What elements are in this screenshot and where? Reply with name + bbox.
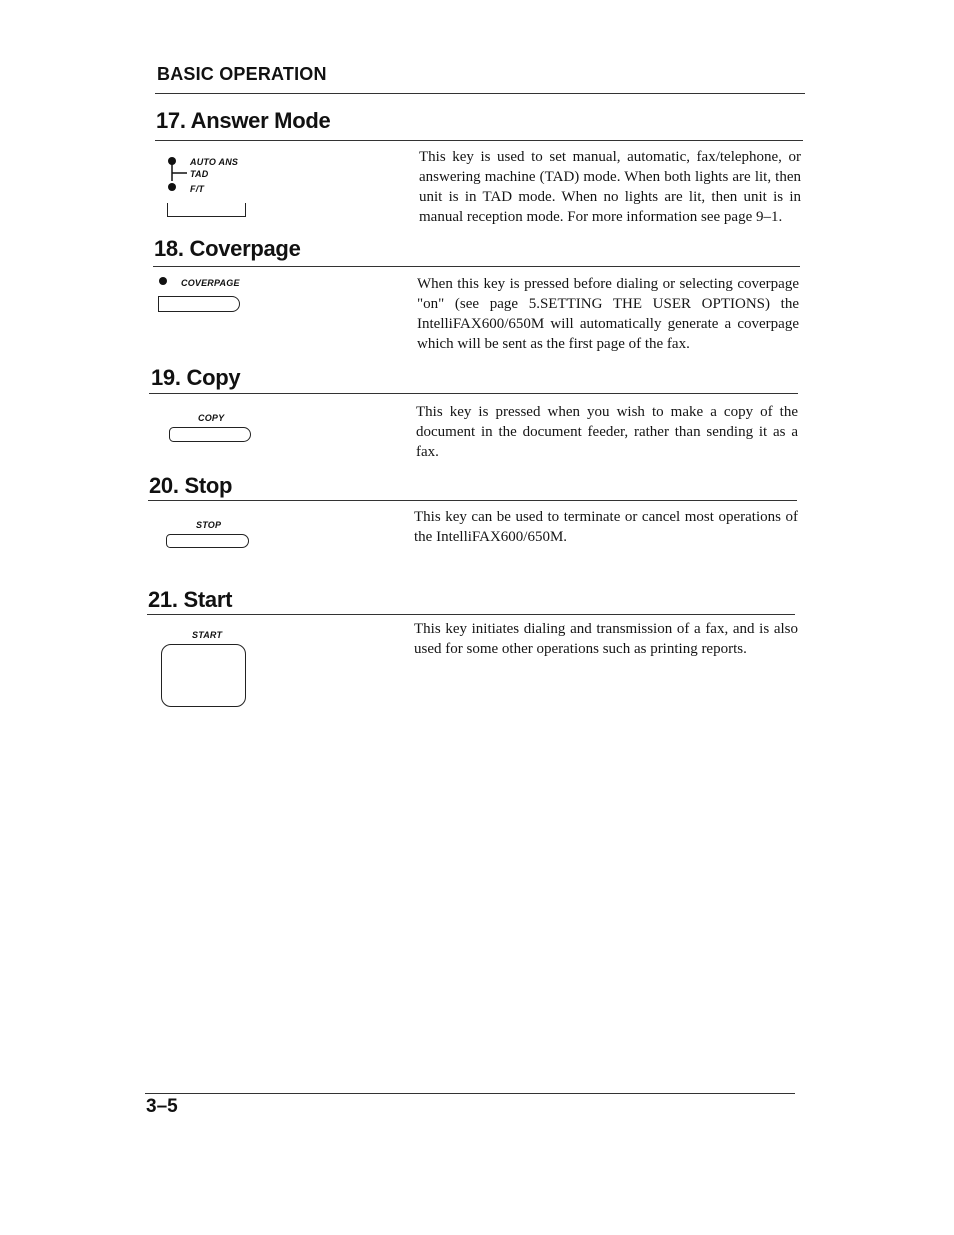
stop-key[interactable]: [166, 534, 249, 548]
start-key[interactable]: [161, 644, 246, 707]
section-description: This key is used to set manual, automatic, fax/telephone, or answering machine (TAD) mode. When both lights are lit, then unit is in TAD mode. When no lights are lit, then unit is in manual reception mode. For more information see page 9–1.: [419, 149, 801, 225]
section-rule: [153, 266, 800, 267]
chapter-header: BASIC OPERATION: [157, 64, 327, 84]
coverpage-key[interactable]: [158, 296, 240, 312]
copy-key[interactable]: [169, 427, 251, 442]
section-title: 18. Coverpage: [154, 236, 301, 261]
key-label-stop: STOP: [196, 520, 222, 530]
coverpage-indicator-light: [159, 277, 167, 285]
section-description: When this key is pressed before dialing or selecting coverpage "on" (see page 5.SETTING THE USER OPTIONS) the IntelliFAX600/650M will automatically generate a coverpage which will be sent as the first page of the fax.: [417, 276, 799, 352]
section-description: This key initiates dialing and transmission of a fax, and is also used for some other operations such as printing reports.: [414, 621, 798, 657]
section-title: 17. Answer Mode: [156, 108, 331, 133]
header-rule: [155, 93, 805, 94]
section-description: This key can be used to terminate or cancel most operations of the IntelliFAX600/650M.: [414, 509, 798, 545]
section-rule: [155, 140, 803, 141]
key-label-copy: COPY: [198, 413, 225, 423]
key-label-start: START: [192, 630, 223, 640]
section-title: 20. Stop: [149, 473, 233, 498]
answer-mode-key[interactable]: [167, 203, 246, 217]
section-rule: [148, 500, 797, 501]
key-label-tad: TAD: [190, 169, 209, 179]
section-rule: [147, 614, 795, 615]
section-title: 19. Copy: [151, 365, 241, 390]
footer-rule: [145, 1093, 795, 1094]
key-label-coverpage: COVERPAGE: [181, 278, 240, 288]
key-label-auto-ans: AUTO ANS: [190, 157, 239, 167]
section-title: 21. Start: [148, 587, 233, 612]
section-description: This key is pressed when you wish to make a copy of the document in the document feeder, rather than sending it as a fax.: [416, 404, 798, 460]
key-label-ft: F/T: [190, 184, 205, 194]
page-number: 3–5: [146, 1096, 178, 1117]
section-rule: [149, 393, 798, 394]
ft-indicator-light: [168, 183, 176, 191]
